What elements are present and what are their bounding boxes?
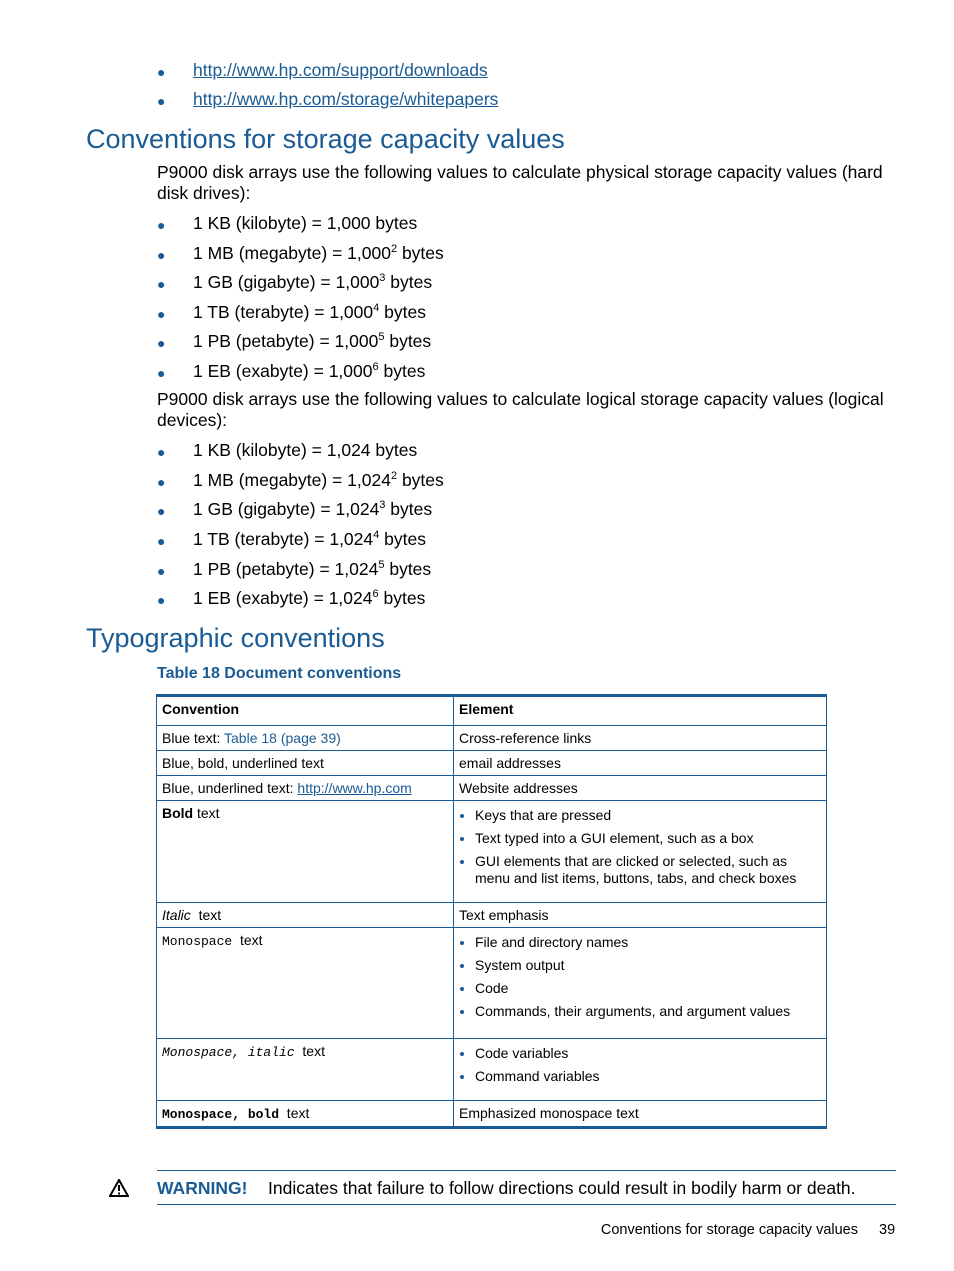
table-row xyxy=(157,903,827,928)
table-caption: Table 18 Document conventions xyxy=(157,665,402,682)
link-support-downloads[interactable]: http://www.hp.com/support/downloads xyxy=(193,60,488,80)
footer-section-title: Conventions for storage capacity values xyxy=(600,1222,858,1238)
list-item: 1 KB (kilobyte) = 1,000 bytes xyxy=(193,213,418,233)
element-list xyxy=(459,807,821,887)
list-item: • System output xyxy=(475,957,821,974)
list-item: 1 PB (petabyte) = $1,000^5$ bytes xyxy=(193,331,432,351)
link-storage-whitepapers[interactable]: http://www.hp.com/storage/whitepapers xyxy=(193,89,499,109)
table-cell xyxy=(454,801,827,903)
bullet-icon: ● xyxy=(157,444,166,460)
list-item: 1 GB (gigabyte) = $1,024^3$ bytes xyxy=(193,499,433,519)
table-header-row xyxy=(157,696,827,726)
table-row xyxy=(157,801,827,903)
website-link[interactable]: http://www.hp.com xyxy=(297,780,412,796)
conventions-table xyxy=(156,694,827,1129)
intro-physical: P9000 disk arrays use the following values to calculate physical storage capacity values (hard disk drives): xyxy=(157,162,883,203)
list-item: • Code variables xyxy=(475,1045,821,1062)
table-cell xyxy=(157,1101,454,1128)
cell-text: text xyxy=(190,907,222,923)
page-number: 39 xyxy=(879,1222,896,1238)
cell-text: text xyxy=(232,932,263,948)
warning-label: WARNING! xyxy=(157,1178,248,1198)
section-heading-capacity: Conventions for storage capacity values xyxy=(86,124,565,154)
bullet-icon: ● xyxy=(157,306,166,322)
list-item: 1 MB (megabyte) = $1,000^2$ bytes xyxy=(193,243,444,263)
bullet-icon: ● xyxy=(157,217,166,233)
table-cell xyxy=(454,928,827,1039)
cell-text: Blue, underlined text: xyxy=(162,780,298,796)
cell-text: text xyxy=(193,805,220,821)
list-item: 1 TB (terabyte) = $1,000^4$ bytes xyxy=(193,302,426,322)
element-list xyxy=(459,1045,821,1085)
list-item: 1 MB (megabyte) = $1,024^2$ bytes xyxy=(193,470,444,490)
bullet-icon: ● xyxy=(157,335,166,351)
table-cell: Emphasized monospace text xyxy=(454,1101,827,1128)
bold-sample: Bold xyxy=(162,805,194,821)
cell-text: text xyxy=(294,1043,325,1059)
warning-top-rule xyxy=(157,1170,896,1171)
table-cell: Cross-reference links xyxy=(454,726,827,751)
warning-icon xyxy=(109,1179,129,1197)
monospace-sample: Monospace xyxy=(162,934,233,949)
intro-logical: P9000 disk arrays use the following values to calculate logical storage capacity values (logical devices): xyxy=(157,389,884,430)
cross-reference-link[interactable]: Table 18 (page 39) xyxy=(224,730,341,746)
table-cell xyxy=(157,903,454,928)
list-item: 1 GB (gigabyte) = $1,000^3$ bytes xyxy=(193,272,433,292)
table-cell xyxy=(454,1039,827,1101)
list-item: 1 KB (kilobyte) = 1,024 bytes xyxy=(193,440,418,460)
table-cell xyxy=(157,1039,454,1101)
table-row xyxy=(157,1101,827,1128)
list-item: • Keys that are pressed xyxy=(475,807,821,824)
table-cell: email addresses xyxy=(454,751,827,776)
table-row xyxy=(157,776,827,801)
cell-text: text xyxy=(279,1105,310,1121)
italic-sample: Italic xyxy=(162,907,191,923)
monospace-bold-sample: Monospace, bold xyxy=(162,1107,280,1122)
bullet-icon: ● xyxy=(157,247,166,263)
warning-text: Indicates that failure to follow directions could result in bodily harm or death. xyxy=(268,1178,856,1198)
table-row xyxy=(157,928,827,1039)
table-cell xyxy=(157,801,454,903)
bullet-icon: ● xyxy=(157,365,166,381)
bullet-icon: ● xyxy=(157,93,166,109)
table-cell xyxy=(157,726,454,751)
column-header: Element xyxy=(454,696,827,726)
list-item: 1 TB (terabyte) = $1,024^4$ bytes xyxy=(193,529,426,549)
column-header: Convention xyxy=(157,696,454,726)
bullet-icon: ● xyxy=(157,474,166,490)
cell-text: Blue text: xyxy=(162,730,225,746)
table-cell xyxy=(157,928,454,1039)
list-item: 1 EB (exabyte) = $1,000^6$ bytes xyxy=(193,361,426,381)
list-item: • Code xyxy=(475,980,821,997)
section-heading-typographic: Typographic conventions xyxy=(86,623,385,653)
bullet-icon: ● xyxy=(157,592,166,608)
list-item: • Commands, their arguments, and argument values xyxy=(475,1003,821,1020)
warning-bottom-rule xyxy=(157,1204,896,1205)
table-cell: Website addresses xyxy=(454,776,827,801)
list-item: • GUI elements that are clicked or selected, such as menu and list items, buttons, tabs, and check boxes xyxy=(475,853,821,887)
list-item: • Text typed into a GUI element, such as a box xyxy=(475,830,821,847)
list-item: 1 PB (petabyte) = $1,024^5$ bytes xyxy=(193,559,432,579)
list-item: 1 EB (exabyte) = $1,024^6$ bytes xyxy=(193,588,426,608)
list-item: • File and directory names xyxy=(475,934,821,951)
table-row xyxy=(157,1039,827,1101)
table-row xyxy=(157,751,827,776)
bullet-icon: ● xyxy=(157,64,166,80)
bullet-icon: ● xyxy=(157,276,166,292)
bullet-icon: ● xyxy=(157,533,166,549)
monospace-italic-sample: Monospace, italic xyxy=(162,1045,295,1060)
table-cell: Blue, bold, underlined text xyxy=(157,751,454,776)
table-row xyxy=(157,726,827,751)
list-item: • Command variables xyxy=(475,1068,821,1085)
element-list xyxy=(459,934,821,1020)
bullet-icon: ● xyxy=(157,563,166,579)
table-cell xyxy=(157,776,454,801)
bullet-icon: ● xyxy=(157,503,166,519)
table-cell: Text emphasis xyxy=(454,903,827,928)
